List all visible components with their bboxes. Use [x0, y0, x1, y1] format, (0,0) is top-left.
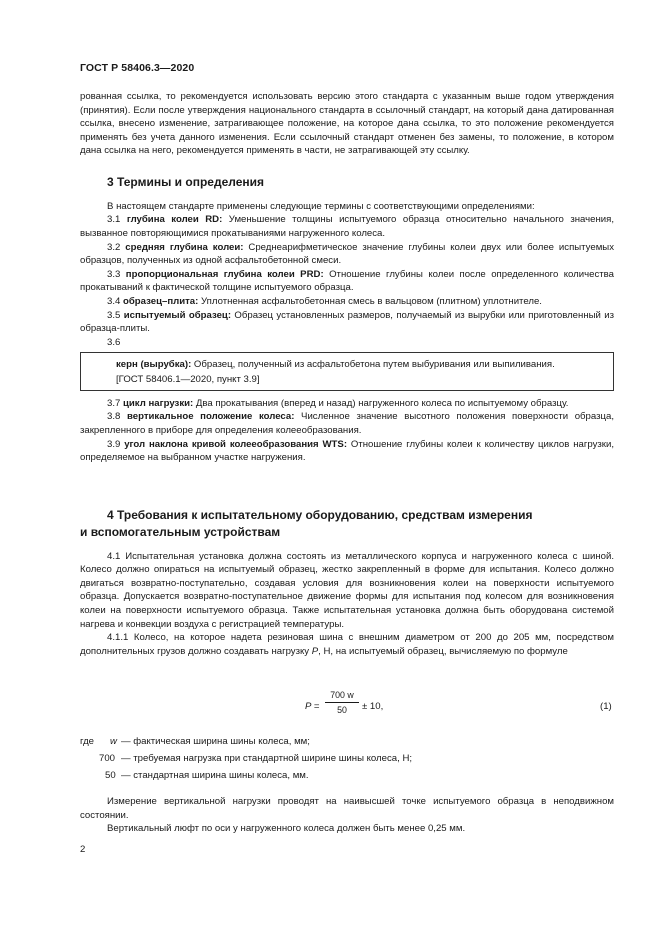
- paragraph-4-1-1: [80, 631, 614, 658]
- term-3-3: [80, 268, 614, 295]
- formula-fraction: [325, 689, 359, 717]
- standard-header: ГОСТ Р 58406.3—2020: [80, 62, 195, 74]
- paragraph-4-1-1-part-a: 4.1.1 Колесо, на которое надета резиновая шина с внешним диаметром от 200 до 205 мм, посредством дополнительных грузов должно создавать нагрузку: [80, 632, 614, 657]
- term-name: испытуемый образец:: [123, 309, 232, 321]
- formula-1: [0, 689, 614, 725]
- term-name: глубина колеи RD:: [126, 214, 223, 226]
- term-3-6-box: [80, 352, 614, 391]
- intro-paragraph: рованная ссылка, то рекомендуется использовать версию этого стандарта с указанным выше годом утверждения (принятия). Если после утверждения национального стандарта в ссылочный стандарт, на который дана датированная ссылка, внесено изменение, затрагивающее положение, на которое дана ссылка, то это положение рекомендуется применять без учета данного изменения. Если ссылочный стандарт отменен без замены, то положение, в котором дана ссылка на него, рекомендуется применять в части, не затрагивающей эту ссылку.: [80, 91, 614, 157]
- legend-text: — фактическая ширина шины колеса, мм;: [121, 736, 310, 747]
- intro-block: [80, 90, 614, 158]
- fraction-bar: [325, 702, 359, 703]
- legend-text: — требуемая нагрузка при стандартной ширине шины колеса, Н;: [121, 753, 413, 764]
- term-name: пропорциональная глубина колеи PRD:: [125, 268, 324, 280]
- term-number: 3.1: [107, 214, 121, 226]
- section-4: [80, 507, 614, 658]
- term-number: 3.5: [107, 309, 121, 321]
- term-name: угол наклона кривой колееобразования WTS:: [124, 438, 348, 450]
- term-name: вертикальное положение колеса:: [126, 411, 295, 423]
- term-definition: Два прокатывания (вперед и назад) нагруженного колеса по испытуемому образцу.: [193, 397, 569, 409]
- term-name: керн (вырубка):: [116, 358, 192, 370]
- term-definition: Уменьшение толщины испытуемого образца относительно начального значения, вызванное повторяющимися прокатываниями нагруженного колеса.: [80, 214, 614, 240]
- section-3-lead: В настоящем стандарте применены следующие термины с соответствующими определениями:: [107, 200, 535, 212]
- paragraph-4-1-1-part-b: , Н, на испытуемый образец, вычисляемую по формуле: [318, 645, 568, 657]
- legend-symbol: 700: [99, 753, 116, 764]
- term-definition: Отношение глубины колеи к количеству циклов нагрузки, определяемое на выбранном участке нагружения.: [80, 438, 614, 464]
- term-3-6-number: 3.6: [107, 336, 121, 348]
- legend-symbol: w: [110, 736, 117, 747]
- legend-symbol: 50: [105, 770, 116, 781]
- paragraph-4-1: 4.1 Испытательная установка должна состоять из металлического корпуса и нагруженного колеса с шиной. Колесо должно опираться на испытуемый образец, жестко закрепленный в форме для испытания. Колесо должно двигаться возвратно-поступательно, создавая условия для возникновения колеи на поверхности испытуемого образца. Допускается возвратно-поступательное движение формы для испытания под колесом для возникновения колеи на поверхности испытуемого образца. Также испытательная установка должна быть оборудована системой нагрева и конвекции воздуха с регистрацией температуры.: [80, 550, 614, 630]
- term-name: образец–плита:: [123, 296, 199, 308]
- legend-where: где: [80, 736, 95, 747]
- section-3-title: 3 Термины и определения: [107, 175, 265, 189]
- term-definition: Уплотненная асфальтобетонная смесь в вальцовом (плитном) уплотнителе.: [198, 296, 542, 308]
- term-3-7: [80, 397, 614, 411]
- variable-p: P: [311, 645, 319, 657]
- term-3-8: [80, 410, 614, 437]
- term-3-5: [80, 309, 614, 336]
- term-3-4: [80, 295, 614, 309]
- term-3-9: [80, 438, 614, 465]
- section-4-title-line-2: и вспомогательным устройствам: [80, 524, 281, 539]
- section-4-title-line-1: 4 Требования к испытательному оборудованию, средствам измерения: [107, 508, 533, 522]
- term-number: 3.4: [107, 296, 121, 308]
- term-number: 3.9: [107, 438, 121, 450]
- term-number: 3.8: [107, 411, 121, 423]
- term-name: средняя глубина колеи:: [125, 241, 244, 253]
- term-3-2: [80, 241, 614, 268]
- formula-number: (1): [600, 701, 612, 712]
- term-3-6: [89, 358, 605, 372]
- term-3-1: [80, 213, 614, 240]
- page-number: 2: [80, 844, 86, 855]
- term-3-6-reference: [ГОСТ 58406.1—2020, пункт 3.9]: [116, 374, 260, 386]
- term-number: 3.3: [107, 268, 121, 280]
- legend-text: — стандартная ширина шины колеса, мм.: [121, 770, 309, 781]
- term-definition: Численное значение высотного положения поверхности образца, закрепленного в приборе для определения колееобразования.: [80, 411, 614, 436]
- term-number: 3.2: [107, 241, 121, 253]
- term-definition: Образец, полученный из асфальтобетона путем выбуривания или выпиливания.: [191, 358, 555, 370]
- closing-block: [80, 795, 614, 836]
- term-definition: Среднеарифметическое значение глубины колеи двух или более испытуемых образцов, полученных из одной асфальтобетонной смеси.: [80, 241, 614, 267]
- formula-lhs: P =: [305, 701, 320, 712]
- term-number: 3.7: [107, 397, 121, 409]
- term-definition: Образец установленных размеров, получаемый из вырубки или приготовленный из образца-плиты.: [80, 309, 614, 335]
- section-4-title: [80, 507, 614, 541]
- formula-numerator: 700 w: [330, 690, 354, 700]
- term-name: цикл нагрузки:: [123, 397, 194, 409]
- formula-rhs: ± 10,: [362, 701, 384, 712]
- term-definition: Отношение глубины колеи после определенного количества прокатываний к фактической толщине испытуемого образца.: [80, 268, 614, 294]
- section-3: [80, 174, 614, 465]
- paragraph-luft: Вертикальный люфт по оси у нагруженного колеса должен быть менее 0,25 мм.: [107, 823, 466, 835]
- paragraph-measurement: Измерение вертикальной нагрузки проводят на наивысшей точке испытуемого образца в неподвижном состоянии.: [80, 796, 614, 821]
- formula-denominator: 50: [337, 705, 347, 716]
